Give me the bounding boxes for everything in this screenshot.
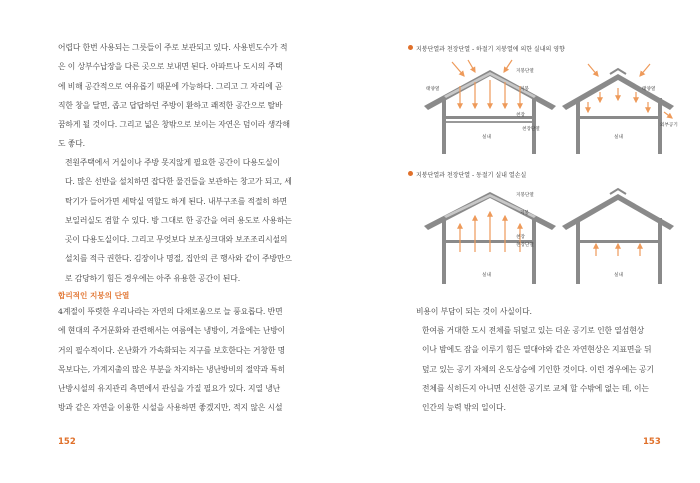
text-line: 탁기가 들어가면 세탁실 역할도 하게 된다. 내부구조를 적절히 하면: [65, 196, 288, 206]
figure1-left-heat-label: 태양열: [426, 87, 440, 92]
text-line: 은 이 상부수납장을 다른 곳으로 보내면 된다. 아파트나 도시의 주택: [58, 62, 283, 72]
text-line: 곳이 다용도실이다. 그리고 무엇보다 보조싱크대와 보조조리시설의: [65, 235, 288, 245]
figure2-left-room-label: 실내: [482, 273, 491, 278]
section-heading: 합리적인 지붕의 단열: [58, 291, 130, 300]
figure2-diagram: [420, 184, 680, 286]
figure1-diagram: [420, 58, 680, 156]
text-line: 비용이 부담이 되는 것이 사실이다.: [416, 307, 532, 316]
left-paragraph-3: [58, 302, 301, 418]
text-line: 직한 창을 달면, 좁고 답답하던 주방이 환하고 쾌적한 공간으로 탈바: [58, 100, 283, 110]
page-number-left: 152: [58, 437, 76, 447]
figure2-left-arrows: [460, 212, 520, 252]
right-paragraph-2: [416, 321, 656, 417]
text-line: 이나 밤에도 잠을 이루기 힘든 열대야와 같은 자연현상은 지표면을 뒤: [422, 345, 652, 355]
figure1-left-room-label: 실내: [482, 135, 491, 140]
text-line: 난방시설의 유지관리 측면에서 관심을 가질 필요가 있다. 지열 냉난: [58, 384, 281, 394]
text-line: 전원주택에서 거실이나 주방 못지않게 필요한 공간이 다용도실이: [65, 158, 280, 167]
text-line: 로 감당하기 힘든 경우에는 아주 유용한 공간이 된다.: [65, 273, 241, 283]
text-line: 방과 같은 자연을 이용한 시설을 사용하면 좋겠지만, 적지 않은 시설: [58, 403, 283, 413]
figure1-right-room-label: 실내: [614, 135, 623, 140]
figure2-right-house: [562, 189, 674, 284]
figure1-right-vent-label: 외부공기: [660, 123, 678, 128]
figure1-left-insulation-label: 지붕단열: [516, 69, 534, 74]
figure2-roof-label: 지붕: [520, 211, 529, 216]
text-line: 한여름 거대한 도시 전체를 뒤덮고 있는 더운 공기로 인한 열섬현상: [422, 326, 645, 335]
figure2-ceiling-label: 천장: [516, 235, 525, 240]
text-line: 목보다는, 가계지출의 많은 부분을 차지하는 냉난방비의 절약과 특히: [58, 364, 286, 374]
right-paragraph-1: [416, 302, 656, 321]
figure1-right-house: [562, 69, 674, 154]
text-line: 도 좋다.: [58, 139, 86, 149]
text-line: 에 비해 공간적으로 여유롭기 때문에 가능하다. 그리고 그 자리에 곧: [58, 81, 283, 91]
figure2-insulation-label: 지붕단열: [516, 193, 534, 198]
text-line: 전체를 식히든지 아니면 신선한 공기로 교체 할 수밖에 없는 데, 이는: [422, 383, 649, 393]
text-line: 에 현대의 주거문화와 관련해서는 여름에는 냉방이, 겨울에는 난방이: [58, 326, 286, 336]
text-line: 꿈하게 될 것이다. 그리고 넓은 창밖으로 보이는 자연은 덤이라 생각해: [58, 120, 290, 130]
figure2-caption: 지붕단열과 천장단열 - 동절기 실내 열손실: [416, 172, 527, 179]
text-line: 거의 필수적이다. 온난화가 가속화되는 지구를 보호한다는 거창한 명: [58, 345, 286, 355]
text-line: 인간의 능력 밖의 일이다.: [422, 403, 506, 413]
figure2-right-room-label: 실내: [614, 273, 623, 278]
figure1-left-roof-label: 지붕: [520, 87, 529, 92]
figure1-left-ceiling-label: 천장: [516, 113, 525, 118]
right-page: [350, 0, 700, 483]
figure2-right-arrows: [596, 244, 640, 256]
left-paragraph-1: [58, 38, 301, 154]
left-paragraph-2: [58, 153, 301, 288]
text-line: 덮고 있는 공기 자체의 온도상승에 기인한 것이다. 이런 경우에는 공기: [422, 364, 654, 374]
text-line: 보일러실도 겸할 수 있다. 방 그대로 한 공간을 여러 용도로 사용하는: [65, 215, 292, 225]
figure2-ceiling-insul-label: 천장단열: [516, 243, 534, 248]
figure1-left-ceiling-insul-label: 천장단열: [522, 127, 540, 132]
page-number-right: 153: [643, 437, 661, 447]
text-line: 설치를 적극 권한다. 김장이나 명절, 집안의 큰 행사와 같이 주방만으: [65, 254, 292, 264]
figure1-right-heat-label: 태양열: [642, 87, 656, 92]
text-line: 어렵다 한번 사용되는 그릇들이 주로 보관되고 있다. 사용빈도수가 적: [58, 43, 288, 52]
text-line: 다. 많은 선반을 설치하면 잡다한 물건들을 보관하는 창고가 되고, 세: [65, 177, 292, 187]
figure1-caption: 지붕단열과 천장단열 - 하절기 지붕열에 의한 실내의 영향: [416, 46, 565, 53]
text-line: 4계절이 뚜렷한 우리나라는 자연의 다채로움으로 늘 풍요롭다. 반면: [58, 307, 283, 316]
